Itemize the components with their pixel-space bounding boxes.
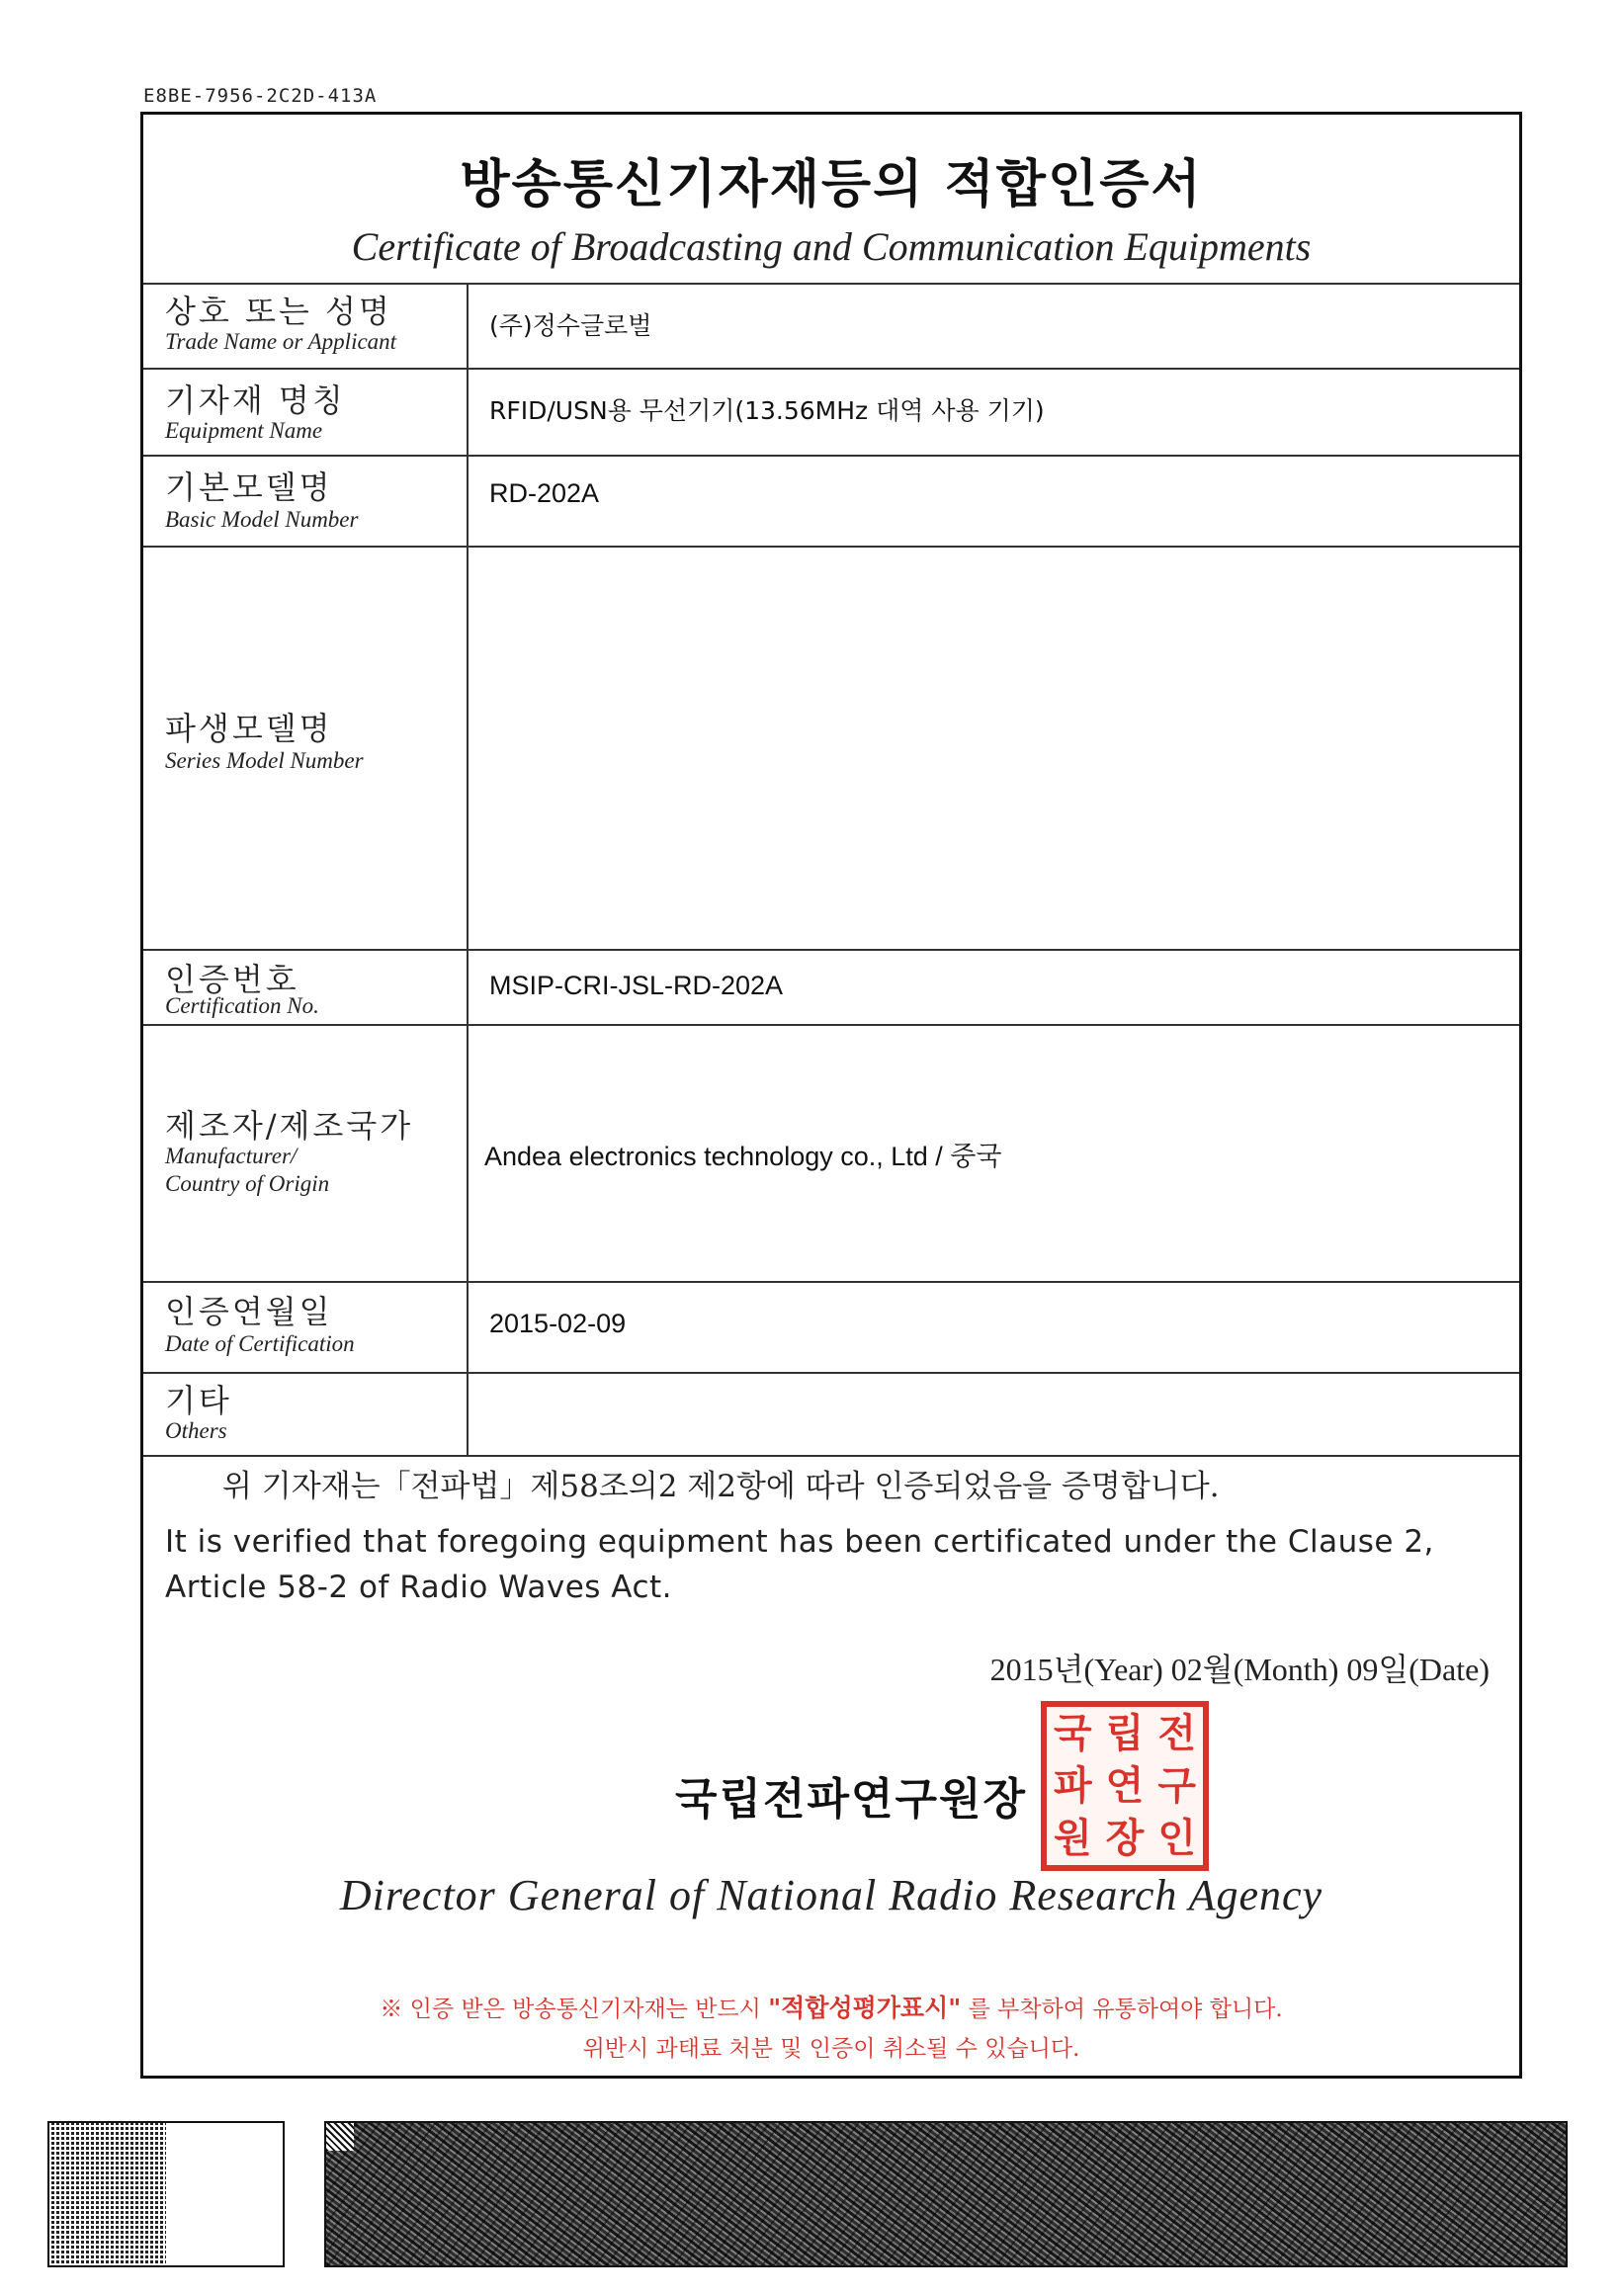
security-pattern: [324, 2121, 1568, 2267]
label-manufacturer-ko: 제조자/제조국가: [165, 1107, 414, 1145]
seal-char: 파: [1054, 1762, 1092, 1809]
row-cert-date: [143, 1281, 1519, 1372]
label-cert-no-en: Certification No.: [165, 993, 319, 1018]
value-applicant: (주)정수글로벌: [489, 311, 652, 340]
notice-line-2: 위반시 과태료 처분 및 인증이 취소될 수 있습니다.: [582, 2036, 1080, 2062]
seal-char: 구: [1157, 1762, 1196, 1809]
row-manufacturer: [143, 1024, 1519, 1281]
official-seal: [1041, 1701, 1209, 1871]
certificate-frame: [140, 112, 1522, 2079]
director-title-korean: 국립전파연구원장: [675, 1774, 1028, 1825]
row-applicant: [143, 283, 1519, 368]
label-equipment-ko: 기자재 명칭: [165, 382, 346, 419]
label-cert-no-ko: 인증번호: [165, 961, 299, 998]
seal-char: 장: [1105, 1816, 1145, 1862]
label-basic-model-en: Basic Model Number: [165, 507, 359, 532]
label-series-model-ko: 파생모델명: [165, 710, 333, 747]
issue-date: 2015년(Year) 02월(Month) 09일(Date): [989, 1652, 1490, 1687]
row-basic-model: [143, 455, 1519, 546]
label-basic-model-ko: 기본모델명: [165, 468, 333, 506]
value-equipment: RFID/USN용 무선기기(13.56MHz 대역 사용 기기): [489, 396, 1045, 425]
label-applicant-ko: 상호 또는 성명: [165, 293, 392, 330]
notice-suffix: 를 부착하여 유통하여야 합니다.: [968, 1997, 1283, 2022]
statement-english: It is verified that foregoing equipment has been certificated under the Clause 2, Article 58-2 of Radio Waves Act.: [165, 1524, 1434, 1605]
value-cert-no: MSIP-CRI-JSL-RD-202A: [489, 971, 784, 1000]
label-others-en: Others: [165, 1418, 227, 1443]
seal-char: 전: [1157, 1710, 1196, 1756]
value-cert-date: 2015-02-09: [489, 1309, 627, 1338]
row-cert-no: [143, 949, 1519, 1024]
title-english: Certificate of Broadcasting and Communication Equipments: [351, 224, 1312, 269]
value-basic-model: RD-202A: [489, 478, 600, 508]
label-cert-date-ko: 인증연월일: [165, 1293, 333, 1330]
row-equipment: [143, 368, 1519, 455]
seal-char: 국: [1054, 1710, 1092, 1756]
label-equipment-en: Equipment Name: [165, 418, 323, 443]
label-applicant-en: Trade Name or Applicant: [165, 329, 397, 354]
column-divider: [467, 283, 469, 1457]
label-manufacturer-en-2: Country of Origin: [165, 1171, 330, 1196]
2d-code-pattern: [49, 2123, 166, 2265]
seal-char: 원: [1054, 1816, 1092, 1862]
statement-korean: 위 기자재는「전파법」제58조의2 제2항에 따라 인증되었음을 증명합니다.: [222, 1469, 1220, 1504]
security-pattern-corner: [326, 2123, 354, 2151]
notice-line-1: [143, 1989, 1519, 2024]
seal-char: 립: [1105, 1710, 1145, 1756]
label-others-ko: 기타: [165, 1382, 232, 1419]
title-korean: 방송통신기자재등의 적합인증서: [460, 155, 1203, 214]
seal-char: 인: [1157, 1816, 1196, 1862]
document-id: E8BE-7956-2C2D-413A: [143, 85, 378, 107]
director-title-english: Director General of National Radio Research Agency: [339, 1871, 1323, 1919]
2d-code: [47, 2121, 285, 2267]
label-cert-date-en: Date of Certification: [165, 1331, 355, 1356]
seal-char: 연: [1105, 1762, 1145, 1809]
value-manufacturer: Andea electronics technology co., Ltd / 중국: [484, 1142, 1002, 1171]
row-series-model: [143, 546, 1519, 949]
notice-emphasis: "적합성평가표시": [768, 1994, 962, 2022]
label-series-model-en: Series Model Number: [165, 748, 364, 773]
notice-prefix: ※ 인증 받은 방송통신기자재는 반드시: [380, 1997, 761, 2022]
label-manufacturer-en-1: Manufacturer/: [165, 1144, 298, 1168]
row-others: [143, 1372, 1519, 1457]
